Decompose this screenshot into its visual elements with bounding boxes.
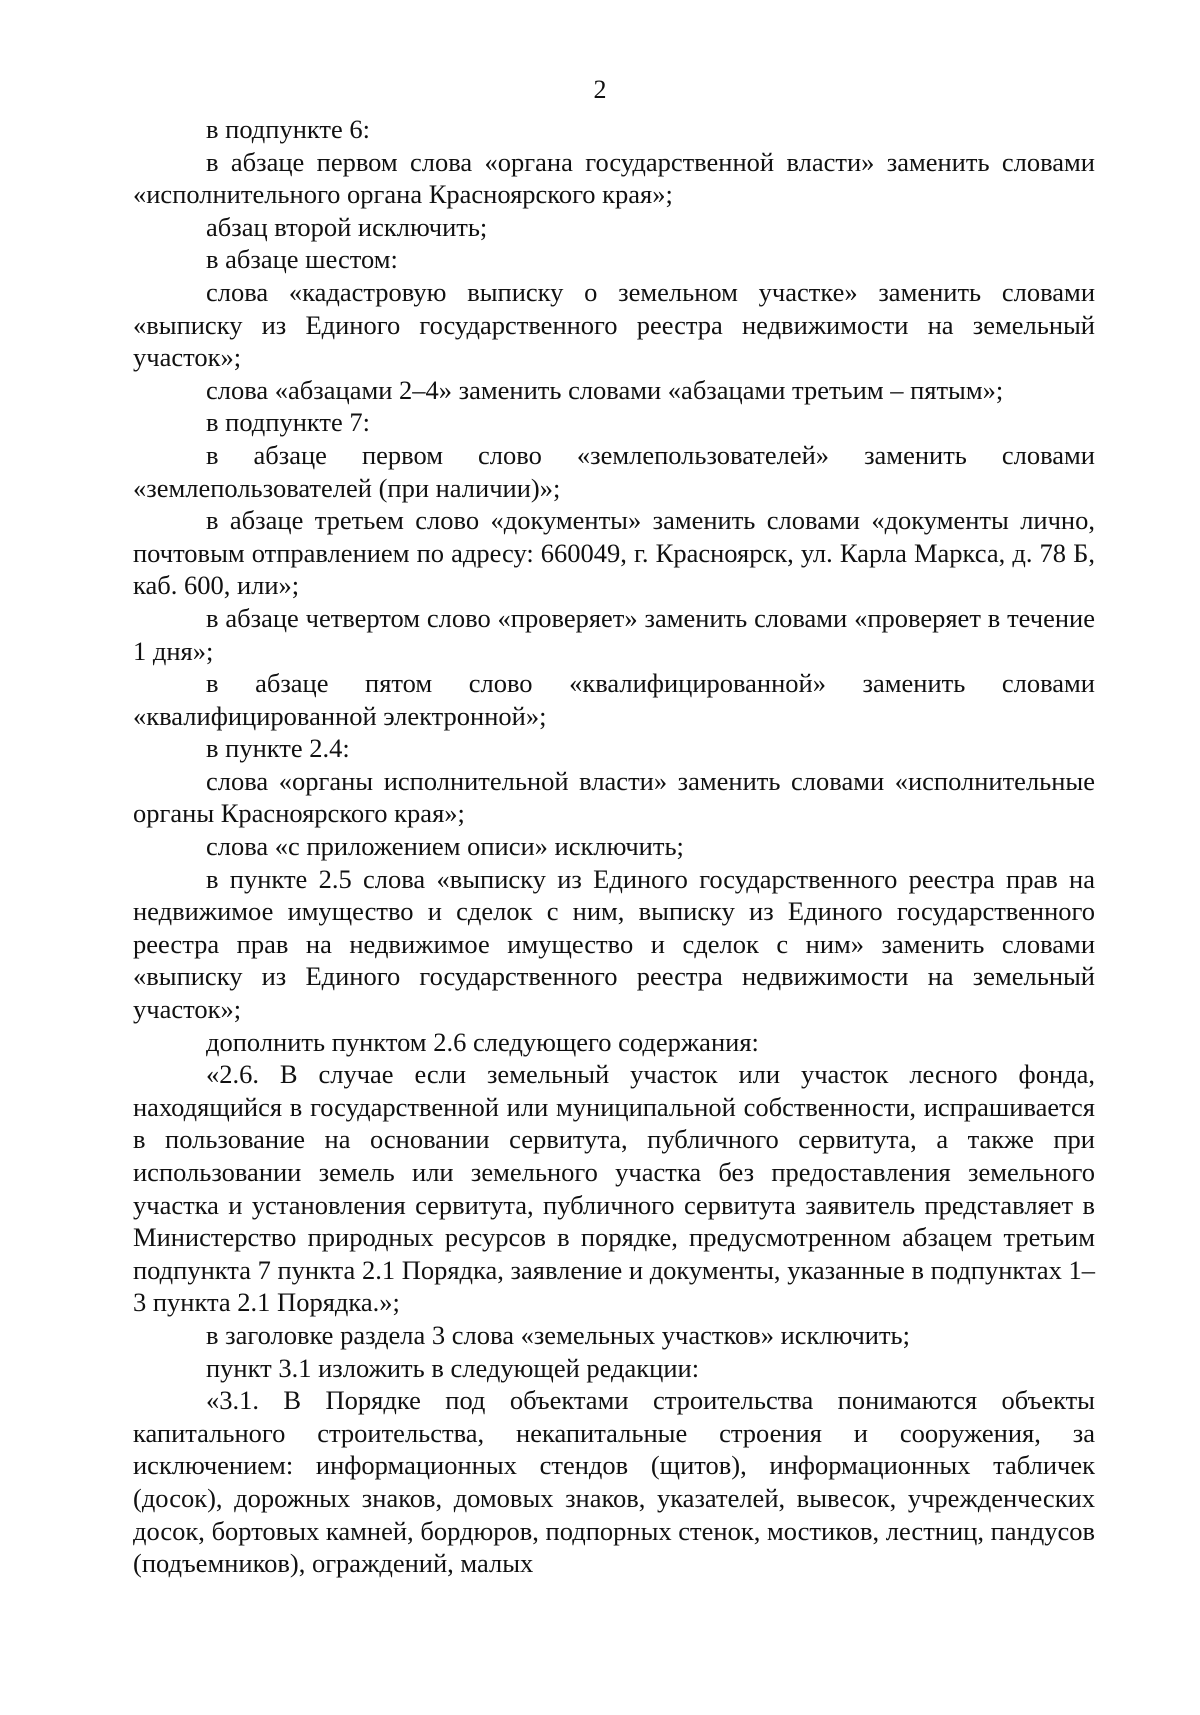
paragraph: слова «органы исполнительной власти» заменить словами «исполнительные органы Красноярского края»;: [133, 765, 1095, 829]
paragraph: в абзаце пятом слово «квалифицированной» заменить словами «квалифицированной электронной»;: [133, 668, 1095, 731]
paragraph: слова «с приложением описи» исключить;: [206, 831, 684, 862]
paragraph: в пункте 2.5 слова «выписку из Единого государственного реестра прав на недвижимое имущество и сделок с ним, выписку из Единого государственного реестра прав на недвижимое имущество и сделок с ним» заменить словами «выписку из Единого государственного реестра недвижимости на земельный участок»;: [133, 863, 1095, 1025]
paragraph: в подпункте 6:: [206, 114, 371, 144]
paragraph: в абзаце первом слово «землепользователей» заменить словами «землепользователей (при наличии)»;: [133, 439, 1095, 503]
paragraph: в пункте 2.4:: [206, 733, 350, 764]
paragraph: в абзаце третьем слово «документы» заменить словами «документы лично, почтовым отправлением по адресу: 660049, г. Красноярск, ул. Карла Маркса, д. 78 Б, каб. 600, или»;: [133, 505, 1095, 601]
paragraph: «3.1. В Порядке под объектами строительства понимаются объекты капитального строительства, некапитальные строения и сооружения, за исключением: информационных стендов (щитов), информационных табличек (досок), дорожных знаков, домовых знаков, указателей, вывесок, учрежденческих досок, бортовых камней, бордюров, подпорных стенок, мостиков, лестниц, пандусов (подъемников), ограждений, малых: [133, 1385, 1095, 1579]
paragraph: дополнить пунктом 2.6 следующего содержания:: [206, 1026, 759, 1057]
paragraph: в абзаце первом слова «органа государственной власти» заменить словами «исполнительного органа Красноярского края»;: [133, 146, 1095, 210]
paragraph: пункт 3.1 изложить в следующей редакции:: [206, 1352, 700, 1383]
paragraph: слова «абзацами 2–4» заменить словами «абзацами третьим – пятым»;: [206, 374, 1004, 405]
paragraph: в абзаце шестом:: [206, 244, 398, 275]
paragraph: абзац второй исключить;: [206, 211, 488, 242]
document-body: [133, 113, 1095, 1580]
paragraph: в подпункте 7:: [206, 407, 371, 438]
paragraph: в заголовке раздела 3 слова «земельных участков» исключить;: [206, 1319, 910, 1350]
paragraph: «2.6. В случае если земельный участок или участок лесного фонда, находящийся в государственной или муниципальной собственности, испрашивается в пользование на основании сервитута, публичного сервитута, а также при использовании земель или земельного участка без предоставления земельного участка и установления сервитута, публичного сервитута заявитель представляет в Министерство природных ресурсов в порядке, предусмотренном абзацем третьим подпункта 7 пункта 2.1 Порядка, заявление и документы, указанные в подпунктах 1–3 пункта 2.1 Порядка.»;: [133, 1059, 1095, 1318]
paragraph: слова «кадастровую выписку о земельном участке» заменить словами «выписку из Единого государственного реестра недвижимости на земельный участок»;: [133, 276, 1095, 373]
paragraph: в абзаце четвертом слово «проверяет» заменить словами «проверяет в течение 1 дня»;: [133, 602, 1095, 666]
page-number: 2: [593, 75, 607, 104]
